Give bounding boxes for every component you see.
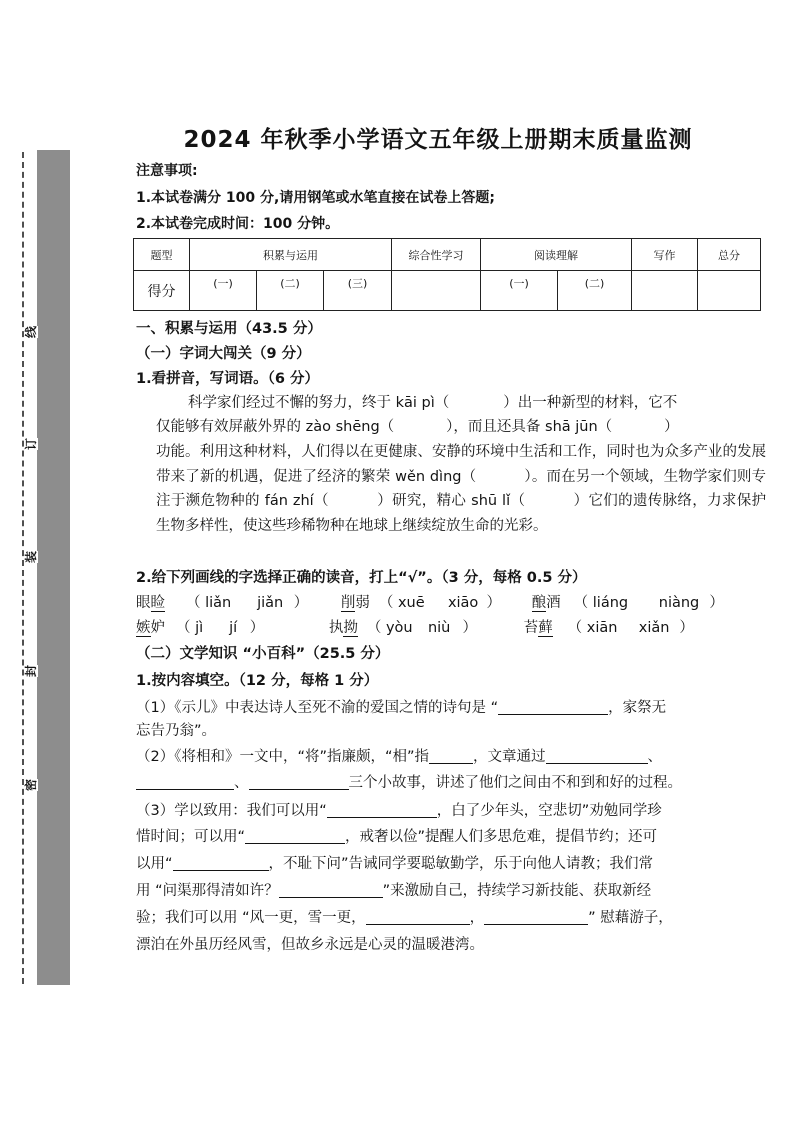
sub-header-cell: (二) bbox=[558, 271, 632, 311]
table-header-cell: 题型 bbox=[134, 239, 190, 271]
part-heading: （二）文学知识 “小百科”（25.5 分） bbox=[136, 646, 390, 662]
q3-line: 、 三个小故事，讲述了他们之间由不和到和好的过程。 bbox=[136, 772, 682, 794]
binding-char: 装 bbox=[24, 550, 39, 564]
question-title: 2.给下列画线的字选择正确的读音，打上“√”。（3 分，每格 0.5 分） bbox=[136, 570, 587, 586]
q3-line: 惜时间；可以用“ ，戒奢以俭”提醒人们多思危难，提倡节约；还可 bbox=[136, 829, 658, 845]
answer-blank[interactable] bbox=[249, 774, 349, 790]
binding-char: 线 bbox=[24, 325, 39, 339]
score-cell[interactable] bbox=[698, 271, 761, 311]
table-header-cell: 总分 bbox=[698, 239, 761, 271]
sub-header-cell: (三) bbox=[324, 271, 392, 311]
q3-line: 漂泊在外虽历经风雪，但故乡永远是心灵的温暖港湾。 bbox=[136, 937, 484, 953]
pinyin-option[interactable]: liǎn bbox=[205, 595, 232, 611]
question-title: 1.按内容填空。（12 分，每格 1 分） bbox=[136, 673, 379, 689]
sub-header-cell: (一) bbox=[190, 271, 257, 311]
answer-blank[interactable] bbox=[327, 802, 437, 818]
binding-char: 封 bbox=[24, 664, 39, 678]
pinyin: shū lǐ bbox=[471, 493, 511, 510]
pinyin-option[interactable]: jì bbox=[195, 620, 204, 636]
notice-heading: 注意事项: bbox=[136, 163, 198, 179]
answer-blank[interactable] bbox=[245, 828, 345, 844]
q3-line: （1）《示儿》中表达诗人至死不渝的爱国之情的诗句是 “ ，家祭无 bbox=[136, 700, 667, 716]
answer-blank[interactable] bbox=[136, 774, 234, 790]
answer-blank[interactable] bbox=[366, 909, 470, 925]
table-header-cell: 积累与运用 bbox=[190, 239, 392, 271]
pinyin: zào shēng bbox=[305, 419, 380, 435]
score-cell[interactable] bbox=[632, 271, 698, 311]
pinyin: wěn dìng bbox=[395, 468, 462, 485]
question-title: 1.看拼音，写词语。（6 分） bbox=[136, 371, 319, 387]
table-header-cell: 阅读理解 bbox=[481, 239, 632, 271]
pinyin-option[interactable]: jiǎn bbox=[257, 595, 284, 611]
answer-blank[interactable] bbox=[429, 748, 473, 764]
pinyin-option[interactable]: xiǎn bbox=[638, 620, 670, 636]
page-title: 2024 年秋季小学语文五年级上册期末质量监测 bbox=[183, 127, 693, 153]
q3-line: 用 “问渠那得清如许？ ”来激励自己，持续学习新技能、获取新经 bbox=[136, 883, 652, 899]
q1-paragraph: 功能。利用这种材料，人们得以在更健康、安静的环境中生活和工作，同时也为众多产业的发展带来了新的机遇，促进了经济的繁荣 wěn dìng（ ）。而在另一个领域，生物学家们则专注于濒危物种的 fán zhí（ ）研究，精心 shū lǐ（ ）它们的遗传脉络，力求保护生物多样性，使这些珍稀物种在地球上继续绽放生命的光彩。 bbox=[156, 444, 767, 534]
pinyin: fán zhí bbox=[264, 493, 314, 510]
answer-blank[interactable] bbox=[546, 748, 648, 764]
binding-char: 密 bbox=[24, 778, 39, 792]
pinyin-option[interactable]: xuē bbox=[397, 595, 425, 611]
pinyin-option[interactable]: liáng bbox=[592, 595, 629, 611]
answer-blank[interactable] bbox=[279, 882, 383, 898]
section-heading: 一、积累与运用（43.5 分） bbox=[136, 321, 322, 337]
q1-line: 仅能够有效屏蔽外界的 zào shēng（ ），而且还具备 shā jūn（ ） bbox=[156, 419, 679, 435]
pinyin-option[interactable]: niù bbox=[427, 620, 451, 636]
q1-line: 科学家们经过不懈的努力，终于 kāi pì（ ）出一种新型的材料，它不 bbox=[188, 395, 678, 411]
q3-line: （3）学以致用：我们可以用“ ，白了少年头，空悲切”劝勉同学珍 bbox=[136, 803, 662, 819]
score-table bbox=[133, 238, 761, 311]
q3-line: （2）《将相和》一文中，“将”指廉颇，“相”指 ，文章通过 、 bbox=[136, 749, 663, 765]
answer-blank[interactable] bbox=[484, 909, 588, 925]
answer-blank[interactable] bbox=[498, 699, 608, 715]
q2-row: 嫉妒 （ jì jí ） 执拗 （ yòu niù ） 苔藓 （ xiān xiǎn ） bbox=[136, 617, 694, 639]
pinyin: kāi pì bbox=[395, 395, 435, 411]
sub-header-cell: (二) bbox=[257, 271, 324, 311]
binding-char: 订 bbox=[24, 437, 39, 451]
score-cell[interactable] bbox=[392, 271, 481, 311]
pinyin: shā jūn bbox=[545, 419, 598, 435]
binding-strip bbox=[37, 150, 70, 985]
q3-line: 以用“ ，不耻下问”告诫同学要聪敏勤学，乐于向他人请教；我们常 bbox=[136, 856, 654, 872]
answer-blank[interactable] bbox=[173, 855, 269, 871]
pinyin-option[interactable]: niàng bbox=[658, 595, 700, 611]
q3-line: 验；我们可以用 “风一更，雪一更， ， ” 慰藉游子， bbox=[136, 910, 673, 926]
pinyin-option[interactable]: yòu bbox=[385, 620, 413, 636]
table-header-cell: 综合性学习 bbox=[392, 239, 481, 271]
notice-item: 1.本试卷满分 100 分,请用钢笔或水笔直接在试卷上答题; bbox=[136, 190, 495, 206]
notice-item: 2.本试卷完成时间：100 分钟。 bbox=[136, 216, 340, 232]
part-heading: （一）字词大闯关（9 分） bbox=[136, 346, 311, 362]
pinyin-option[interactable]: xiān bbox=[586, 620, 618, 636]
sub-header-cell: (一) bbox=[481, 271, 558, 311]
binding-dashed-line bbox=[22, 152, 24, 984]
q2-row: 眼睑 （ liǎn jiǎn ） 削弱 （ xuē xiāo ） 酿酒 （ liáng niàng ） bbox=[136, 592, 724, 614]
score-label: 得分 bbox=[134, 271, 190, 311]
pinyin-option[interactable]: xiāo bbox=[447, 595, 479, 611]
pinyin-option[interactable]: jí bbox=[229, 620, 238, 636]
table-header-cell: 写作 bbox=[632, 239, 698, 271]
q3-line: 忘告乃翁”。 bbox=[136, 723, 217, 739]
